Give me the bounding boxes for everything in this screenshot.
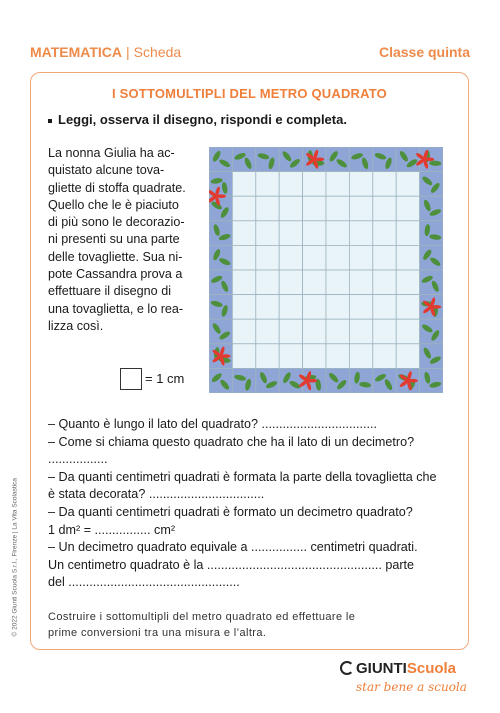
- plain-tile: [303, 295, 326, 320]
- plain-tile: [349, 295, 372, 320]
- plain-tile: [326, 221, 349, 246]
- plain-tile: [373, 196, 396, 221]
- sheet-label: Scheda: [133, 44, 182, 60]
- intro-line: Quello che le è piaciuto: [48, 197, 179, 212]
- plain-tile: [303, 319, 326, 344]
- worksheet-title: I SOTTOMULTIPLI DEL METRO QUADRATO: [112, 86, 387, 101]
- decorated-tile: [256, 147, 279, 172]
- instruction-text: Leggi, osserva il disegno, rispondi e completa.: [58, 112, 347, 127]
- question-line: – Quanto è lungo il lato del quadrato? .................................: [48, 417, 378, 431]
- question-line: Un centimetro quadrato è la .................................................. parte: [48, 557, 415, 572]
- intro-line: gliette di stoffa quadrate.: [48, 180, 186, 195]
- question-line: – Da quanti centimetri quadrati è formata la parte della tovaglietta che: [48, 469, 437, 484]
- plain-tile: [232, 221, 255, 246]
- logo-brand-a: GIUNTI: [356, 660, 407, 677]
- decorated-tile: [396, 147, 419, 172]
- decorated-tile: [420, 221, 443, 246]
- plain-tile: [373, 221, 396, 246]
- plain-tile: [396, 172, 419, 197]
- intro-line: una tovaglietta, e lo rea-: [48, 301, 184, 316]
- plain-tile: [256, 295, 279, 320]
- question-line: è stata decorata? .................................: [48, 487, 265, 502]
- answer-line: del .................................................: [48, 575, 240, 590]
- decorated-tile: [420, 368, 443, 393]
- plain-tile: [303, 270, 326, 295]
- decorated-tile: [209, 319, 232, 344]
- plain-tile: [349, 221, 372, 246]
- plain-tile: [373, 295, 396, 320]
- plain-tile: [303, 221, 326, 246]
- plain-tile: [279, 245, 302, 270]
- plain-tile: [232, 245, 255, 270]
- plain-tile: [303, 172, 326, 197]
- intro-line: La nonna Giulia ha ac-: [48, 146, 175, 160]
- plain-tile: [279, 319, 302, 344]
- plain-tile: [373, 270, 396, 295]
- plain-tile: [326, 245, 349, 270]
- plain-tile: [279, 196, 302, 221]
- subject-label: MATEMATICA: [30, 44, 123, 60]
- plain-tile: [349, 245, 372, 270]
- decorated-tile: [420, 196, 443, 221]
- intro-paragraph: [48, 145, 198, 335]
- plain-tile: [256, 172, 279, 197]
- note-line: prime conversioni tra una misura e l’altra.: [48, 627, 267, 639]
- intro-line: di più sono le decorazio-: [48, 215, 185, 230]
- plain-tile: [279, 295, 302, 320]
- plain-tile: [303, 196, 326, 221]
- plain-tile: [326, 172, 349, 197]
- decorated-tile: [279, 368, 302, 393]
- plain-tile: [256, 270, 279, 295]
- plain-tile: [232, 319, 255, 344]
- plain-tile: [349, 319, 372, 344]
- plain-tile: [373, 344, 396, 369]
- plain-tile: [396, 295, 419, 320]
- question-line: – Come si chiama questo quadrato che ha il lato di un decimetro?: [48, 434, 415, 449]
- plain-tile: [279, 270, 302, 295]
- unit-square-icon: [120, 368, 142, 390]
- intro-line: ni presenti su una parte: [48, 232, 180, 247]
- plain-tile: [256, 196, 279, 221]
- question-line: – Un decimetro quadrato equivale a ................ centimetri quadrati.: [48, 540, 418, 555]
- intro-line: lizza così.: [48, 318, 104, 333]
- plain-tile: [256, 221, 279, 246]
- plain-tile: [373, 172, 396, 197]
- plain-tile: [326, 295, 349, 320]
- plain-tile: [396, 319, 419, 344]
- plain-tile: [303, 245, 326, 270]
- logo-brand: [340, 660, 456, 677]
- teacher-note: [48, 609, 355, 641]
- logo-brand-b: Scuola: [406, 660, 457, 677]
- plain-tile: [256, 319, 279, 344]
- decorated-tile: [420, 344, 443, 369]
- plain-tile: [326, 196, 349, 221]
- answer-line: .................: [48, 452, 108, 467]
- decorated-tile: [232, 368, 255, 393]
- plain-tile: [232, 270, 255, 295]
- plain-tile: [232, 196, 255, 221]
- plain-tile: [326, 270, 349, 295]
- decorated-tile: [209, 221, 232, 246]
- decorated-tile: [326, 147, 349, 172]
- decorated-tile: [209, 295, 232, 320]
- plain-tile: [256, 245, 279, 270]
- plain-tile: [373, 245, 396, 270]
- plain-tile: [279, 221, 302, 246]
- header-separator: |: [126, 44, 130, 60]
- plain-tile: [256, 344, 279, 369]
- plain-tile: [349, 172, 372, 197]
- page-header: [30, 44, 470, 62]
- intro-line: quistato alcune tova-: [48, 163, 165, 178]
- plain-tile: [279, 344, 302, 369]
- plain-tile: [396, 270, 419, 295]
- logo-tagline: star bene a scuola: [356, 680, 467, 694]
- answer-line: 1 dm² = ................ cm²: [48, 522, 176, 537]
- plain-tile: [373, 319, 396, 344]
- decorated-tile: [256, 368, 279, 393]
- intro-line: pote Cassandra prova a: [48, 267, 183, 282]
- copyright-text: © 2022 Giunti Scuola S.r.l., Firenze | La Vita Scolastica: [11, 478, 19, 637]
- questions: [48, 416, 458, 592]
- publisher-logo: [340, 660, 467, 700]
- plain-tile: [396, 221, 419, 246]
- worksheet-frame: [30, 72, 469, 650]
- plain-tile: [303, 344, 326, 369]
- plain-tile: [349, 196, 372, 221]
- header-left: [30, 44, 181, 60]
- intro-line: delle tovagliette. Sua ni-: [48, 249, 183, 264]
- decorated-tile: [349, 368, 372, 393]
- decorated-tile: [209, 245, 232, 270]
- plain-tile: [396, 196, 419, 221]
- plain-tile: [349, 270, 372, 295]
- plain-tile: [396, 344, 419, 369]
- unit-label: = 1 cm: [145, 371, 185, 386]
- placemat-grid-drawing: [209, 147, 443, 393]
- plain-tile: [396, 245, 419, 270]
- decorated-tile: [349, 147, 372, 172]
- plain-tile: [326, 319, 349, 344]
- decorated-tile: [209, 147, 232, 172]
- plain-tile: [232, 172, 255, 197]
- plain-tile: [349, 344, 372, 369]
- plain-tile: [279, 172, 302, 197]
- note-line: Costruire i sottomultipli del metro quadrato ed effettuare le: [48, 611, 356, 623]
- plain-tile: [232, 344, 255, 369]
- instruction: [48, 112, 347, 127]
- plain-tile: [232, 295, 255, 320]
- giunti-g-icon: [340, 661, 354, 675]
- intro-line: effettuare il disegno di: [48, 284, 171, 299]
- plain-tile: [326, 344, 349, 369]
- class-label: Classe quinta: [378, 44, 470, 60]
- question-line: – Da quanti centimetri quadrati è formato un decimetro quadrato?: [48, 504, 413, 519]
- bullet-icon: [48, 119, 52, 123]
